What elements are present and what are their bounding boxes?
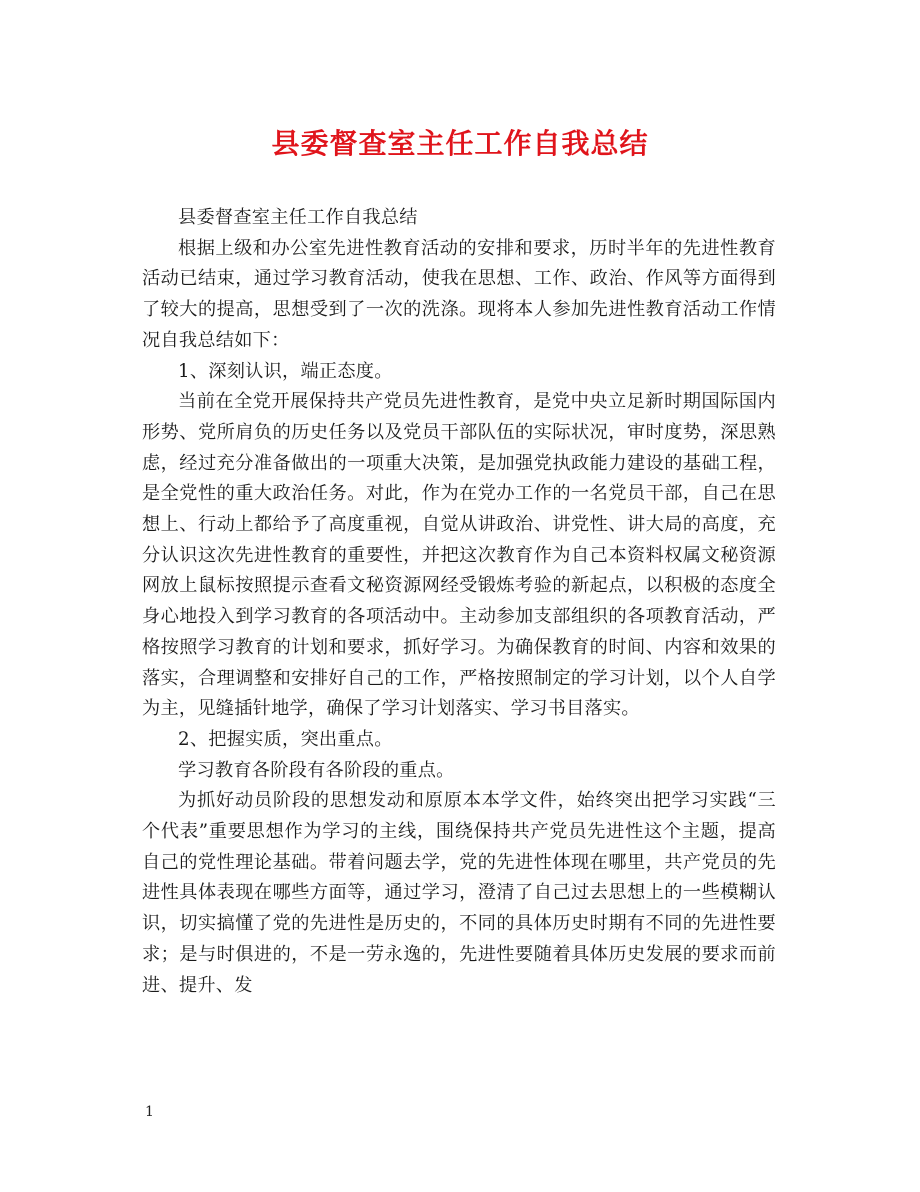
paragraph-section-2: 为抓好动员阶段的思想发动和原原本本学文件，始终突出把学习实践“三个代表”重要思想作为学习的主线，围绕保持共产党员先进性这个主题，提高自己的党性理论基础。带着问题去学，党的先进性体现在哪里，共产党员的先进性具体表现在哪些方面等，通过学习，澄清了自己过去思想上的一些模糊认识，切实搞懂了党的先进性是历史的，不同的具体历史时期有不同的先进性要求；是与时俱进的，不是一劳永逸的，先进性要随着具体历史发展的要求而前进、提升、发	[142, 790, 776, 996]
section-heading-1: 1、深刻认识，端正态度。	[178, 360, 393, 382]
paragraph-heading: 县委督查室主任工作自我总结	[178, 207, 418, 228]
paragraph-section-2-lead: 学习教育各阶段有各阶段的重点。	[178, 759, 455, 781]
document-title: 县委督查室主任工作自我总结	[271, 127, 649, 160]
page-number: 1	[145, 1104, 154, 1120]
section-heading-2: 2、把握实质，突出重点。	[178, 728, 393, 750]
paragraph-intro: 根据上级和办公室先进性教育活动的安排和要求，历时半年的先进性教育活动已结束，通过学习教育活动，使我在思想、工作、政治、作风等方面得到了较大的提高，思想受到了一次的洗涤。现将本人参加先进性教育活动工作情况自我总结如下：	[142, 237, 776, 351]
document-body	[142, 203, 776, 1001]
paragraph-section-1: 当前在全党开展保持共产党员先进性教育，是党中央立足新时期国际国内形势、党所肩负的历史任务以及党员干部队伍的实际状况，审时度势，深思熟虑，经过充分准备做出的一项重大决策，是加强党执政能力建设的基础工程，是全党性的重大政治任务。对此，作为在党办工作的一名党员干部，自己在思想上、行动上都给予了高度重视，自觉从讲政治、讲党性、讲大局的高度，充分认识这次先进性教育的重要性，并把这次教育作为自己本资料权属文秘资源网放上鼠标按照提示查看文秘资源网经受锻炼考验的新起点，以积极的态度全身心地投入到学习教育的各项活动中。主动参加支部组织的各项教育活动，严格按照学习教育的计划和要求，抓好学习。为确保教育的时间、内容和效果的落实，合理调整和安排好自己的工作，严格按照制定的学习计划，以个人自学为主，见缝插针地学，确保了学习计划落实、学习书目落实。	[142, 391, 776, 720]
